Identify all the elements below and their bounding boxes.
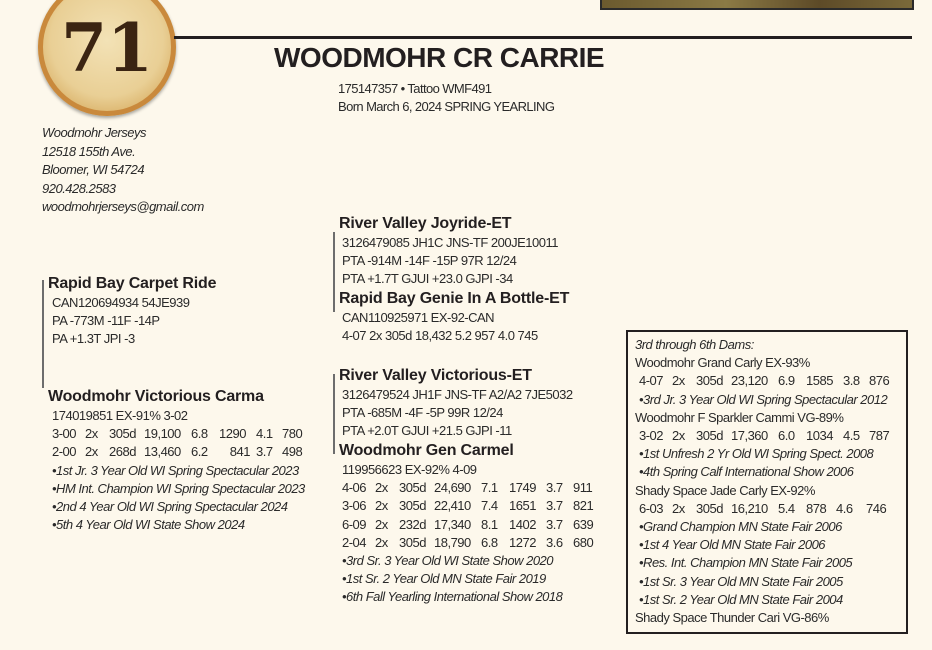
fifth-dam-name: Shady Space Jade Carly EX-92% bbox=[635, 482, 815, 498]
dam-dam-record: 6-09 2x 232d 17,340 8.1 1402 3.7 639 bbox=[342, 516, 594, 532]
consignor-name: Woodmohr Jerseys bbox=[42, 125, 146, 140]
extended-dams-content bbox=[635, 336, 889, 627]
dam-dam-award: •1st Sr. 2 Year Old MN State Fair 2019 bbox=[342, 571, 546, 587]
sire-dam-details bbox=[342, 309, 538, 345]
dam-award: •1st Jr. 3 Year Old WI Spring Spectacular 2023 bbox=[52, 462, 299, 478]
sire-pta-2: PA +1.3T JPI -3 bbox=[52, 331, 135, 347]
dam-sire-reg: 3126479524 JH1F JNS-TF A2/A2 7JE5032 bbox=[342, 387, 573, 402]
sire-sire-reg: 3126479085 JH1C JNS-TF 200JE10011 bbox=[342, 235, 558, 250]
header-rule bbox=[174, 36, 912, 39]
sire-sire-pta-2: PTA +1.7T GJUI +23.0 GJPI -34 bbox=[342, 271, 513, 287]
consignor-street: 12518 155th Ave. bbox=[42, 143, 136, 159]
fifth-dam-record: 6-03 2x 305d 16,210 5.4 878 4.6 746 bbox=[639, 500, 887, 516]
header-photo bbox=[600, 0, 914, 10]
fourth-dam-award: •4th Spring Calf International Show 2006 bbox=[639, 464, 854, 480]
dam-dam-record: 4-06 2x 305d 24,690 7.1 1749 3.7 911 bbox=[342, 480, 593, 496]
consignor-phone: 920.428.2583 bbox=[42, 180, 116, 196]
dam-award: •2nd 4 Year Old WI Spring Spectacular 2024 bbox=[52, 499, 288, 515]
dam-sire-details bbox=[342, 386, 573, 441]
sire-pta-1: PA -773M -11F -14P bbox=[52, 313, 160, 329]
reg-tattoo-line: 175147357 • Tattoo WMF491 bbox=[338, 81, 492, 96]
born-line: Born March 6, 2024 SPRING YEARLING bbox=[338, 99, 555, 114]
fourth-dam-name: Woodmohr F Sparkler Cammi VG-89% bbox=[635, 409, 844, 425]
consignor-email[interactable]: woodmohrjerseys@gmail.com bbox=[42, 199, 204, 215]
sire-sire-pta-1: PTA -914M -14F -15P 97R 12/24 bbox=[342, 253, 517, 269]
third-dam-name: Woodmohr Grand Carly EX-93% bbox=[635, 355, 810, 371]
pedigree-line-dam bbox=[333, 374, 335, 454]
sire-reg: CAN120694934 54JE939 bbox=[52, 295, 190, 310]
sire-sire-details bbox=[342, 234, 558, 289]
dam-dam-record: 2-04 2x 305d 18,790 6.8 1272 3.6 680 bbox=[342, 534, 594, 550]
sixth-dam-name: Shady Space Thunder Cari VG-86% bbox=[635, 610, 829, 626]
dam-award: •5th 4 Year Old WI State Show 2024 bbox=[52, 517, 245, 533]
sire-dam-name: Rapid Bay Genie In A Bottle-ET bbox=[339, 290, 570, 307]
sire-details bbox=[52, 294, 189, 349]
fifth-dam-award: •1st 4 Year Old MN State Fair 2006 bbox=[639, 537, 826, 553]
fifth-dam-award: •Res. Int. Champion MN State Fair 2005 bbox=[639, 555, 853, 571]
third-dam-award: •3rd Jr. 3 Year Old WI Spring Spectacular 2012 bbox=[639, 391, 888, 407]
fifth-dam-award: •Grand Champion MN State Fair 2006 bbox=[639, 519, 842, 535]
dam-dam-award: •3rd Sr. 3 Year Old WI State Show 2020 bbox=[342, 553, 554, 569]
dam-name: Woodmohr Victorious Carma bbox=[48, 388, 264, 405]
sire-name: Rapid Bay Carpet Ride bbox=[48, 275, 217, 292]
animal-name: WOODMOHR CR CARRIE bbox=[274, 42, 605, 73]
consignor-block bbox=[42, 124, 204, 217]
dam-dam-record: 3-06 2x 305d 22,410 7.4 1651 3.7 821 bbox=[342, 498, 594, 514]
dam-details bbox=[52, 407, 305, 534]
dam-dam-award: •6th Fall Yearling International Show 2018 bbox=[342, 589, 563, 605]
consignor-city: Bloomer, WI 54724 bbox=[42, 162, 145, 178]
dam-dam-id: 119956623 EX-92% 4-09 bbox=[342, 462, 477, 477]
sire-sire-name: River Valley Joyride-ET bbox=[339, 215, 512, 232]
dam-record: 2-00 2x 268d 13,460 6.2 841 3.7 498 bbox=[52, 444, 303, 460]
fourth-dam-award: •1st Unfresh 2 Yr Old WI Spring Spect. 2008 bbox=[639, 446, 874, 462]
pedigree-line-sire bbox=[333, 232, 335, 312]
dam-record: 3-00 2x 305d 19,100 6.8 1290 4.1 780 bbox=[52, 426, 303, 442]
dam-sire-pta-1: PTA -685M -4F -5P 99R 12/24 bbox=[342, 405, 503, 421]
third-dam-record: 4-07 2x 305d 23,120 6.9 1585 3.8 876 bbox=[639, 373, 890, 389]
lot-number: 71 bbox=[61, 9, 153, 87]
fifth-dam-award: •1st Sr. 3 Year Old MN State Fair 2005 bbox=[639, 573, 843, 589]
sire-dam-reg: CAN110925971 EX-92-CAN bbox=[342, 310, 495, 325]
fifth-dam-award: •1st Sr. 2 Year Old MN State Fair 2004 bbox=[639, 591, 843, 607]
dam-dam-name: Woodmohr Gen Carmel bbox=[339, 442, 514, 459]
extended-dams-heading: 3rd through 6th Dams: bbox=[635, 337, 754, 352]
sire-dam-record: 4-07 2x 305d 18,432 5.2 957 4.0 745 bbox=[342, 328, 538, 344]
dam-dam-details bbox=[342, 461, 593, 607]
dam-award: •HM Int. Champion WI Spring Spectacular 2023 bbox=[52, 480, 305, 496]
pedigree-line-left bbox=[42, 280, 44, 388]
fourth-dam-record: 3-02 2x 305d 17,360 6.0 1034 4.5 787 bbox=[639, 428, 890, 444]
dam-sire-pta-2: PTA +2.0T GJUI +21.5 GJPI -11 bbox=[342, 423, 512, 439]
dam-id: 174019851 EX-91% 3-02 bbox=[52, 408, 188, 423]
dam-sire-name: River Valley Victorious-ET bbox=[339, 367, 532, 384]
